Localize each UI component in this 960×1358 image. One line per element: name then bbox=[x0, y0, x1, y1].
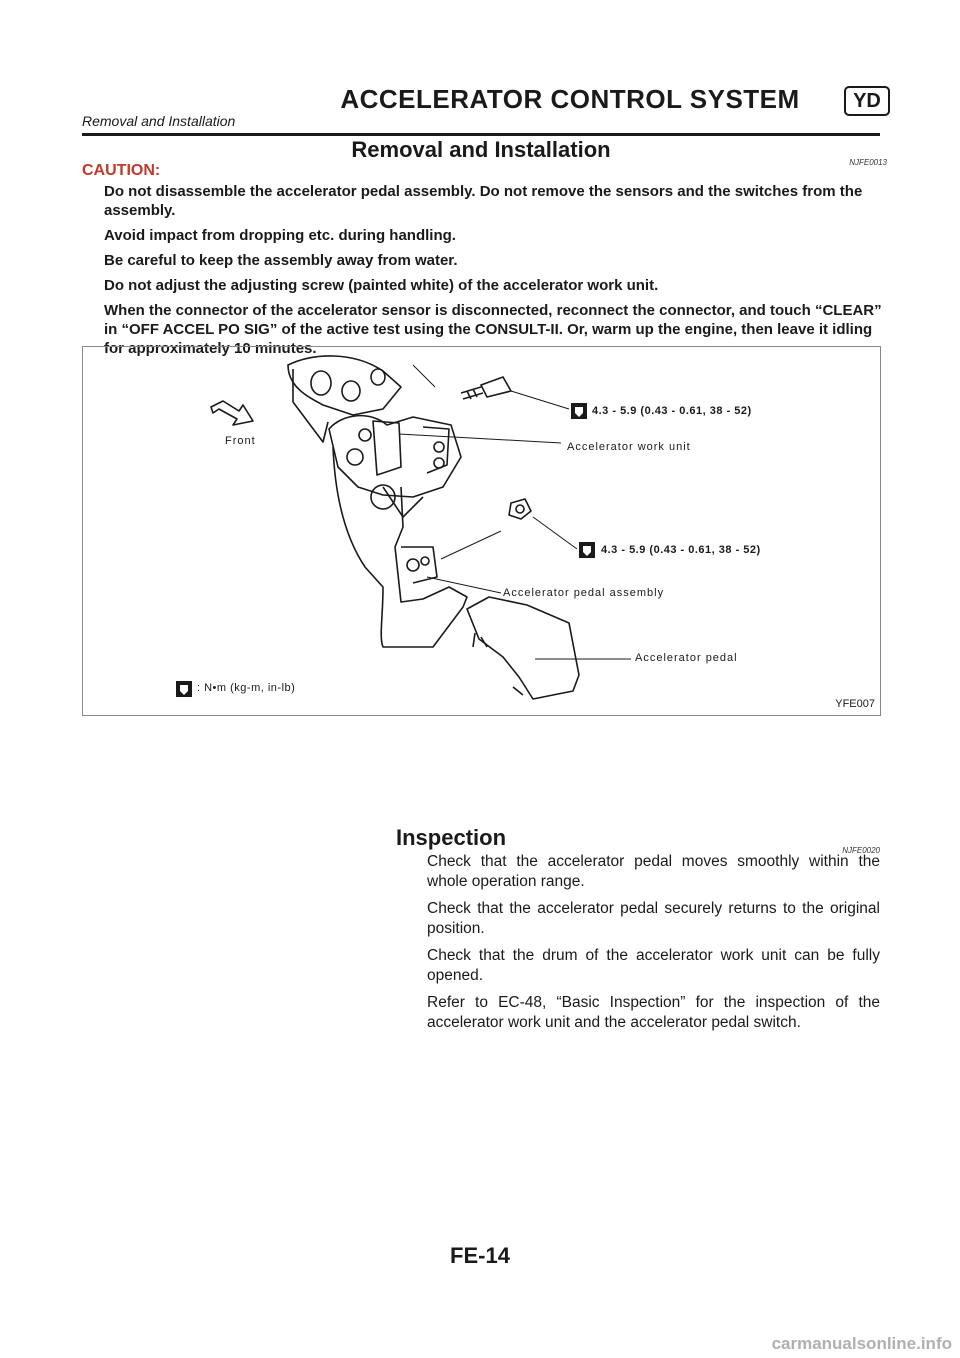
torque-spec-bolt: 4.3 - 5.9 (0.43 - 0.61, 38 - 52) bbox=[592, 405, 752, 417]
assembly-figure bbox=[82, 346, 881, 716]
front-label: Front bbox=[225, 435, 256, 447]
bolt bbox=[481, 377, 511, 397]
pedal-pad bbox=[467, 597, 579, 699]
figure-id: YFE007 bbox=[835, 698, 875, 710]
engine-code-badge: YD bbox=[844, 86, 890, 116]
section-title: Removal and Installation bbox=[351, 137, 611, 162]
page-header-title: ACCELERATOR CONTROL SYSTEM bbox=[340, 84, 800, 114]
inspection-item: Refer to EC-48, “Basic Inspection” for the inspection of the accelerator work unit and the accelerator pedal switch. bbox=[427, 994, 880, 1031]
inspection-title: Inspection bbox=[396, 825, 507, 850]
caution-item: Be careful to keep the assembly away from water. bbox=[104, 252, 458, 269]
assembly-drawing bbox=[83, 347, 880, 715]
torque-spec-nut: 4.3 - 5.9 (0.43 - 0.61, 38 - 52) bbox=[601, 544, 761, 556]
caution-item: Avoid impact from dropping etc. during handling. bbox=[104, 227, 456, 244]
torque-icon bbox=[176, 403, 595, 697]
page-number: FE-14 bbox=[450, 1243, 510, 1268]
inspection-item: Check that the drum of the accelerator work unit can be fully opened. bbox=[427, 947, 880, 984]
pedal-arm bbox=[333, 447, 467, 647]
work-unit-label: Accelerator work unit bbox=[567, 441, 691, 453]
header-divider bbox=[82, 133, 880, 136]
caution-item: Do not disassemble the accelerator pedal assembly. Do not remove the sensors and the switches from the assembly. bbox=[104, 183, 863, 219]
units-legend: : N•m (kg-m, in-lb) bbox=[197, 682, 296, 694]
caution-list bbox=[104, 182, 882, 364]
watermark: carmanualsonline.info bbox=[771, 1334, 952, 1353]
inspection-item: Check that the accelerator pedal securely returns to the original position. bbox=[427, 900, 880, 937]
mounting-bracket bbox=[288, 356, 401, 415]
inspection-ref-code: NJFE0020 bbox=[842, 846, 880, 855]
inspection-list bbox=[427, 852, 880, 1040]
pedal-label: Accelerator pedal bbox=[635, 652, 738, 664]
inspection-item: Check that the accelerator pedal moves smoothly within the whole operation range. bbox=[427, 853, 880, 890]
front-arrow-icon bbox=[211, 401, 253, 425]
caution-item: When the connector of the accelerator sensor is disconnected, reconnect the connector, and touch “CLEAR” in “OFF ACCEL PO SIG” of the active test using the CONSULT-II. Or, warm up the engine, then leave it idling for approximately 10 minutes. bbox=[104, 302, 882, 357]
caution-item: Do not adjust the adjusting screw (painted white) of the accelerator work unit. bbox=[104, 277, 659, 294]
caution-label: CAUTION: bbox=[82, 162, 161, 179]
pedal-assembly-label: Accelerator pedal assembly bbox=[503, 587, 665, 599]
section-ref-code: NJFE0013 bbox=[849, 158, 887, 167]
nut bbox=[509, 499, 531, 519]
page-header-subtitle: Removal and Installation bbox=[82, 113, 236, 129]
